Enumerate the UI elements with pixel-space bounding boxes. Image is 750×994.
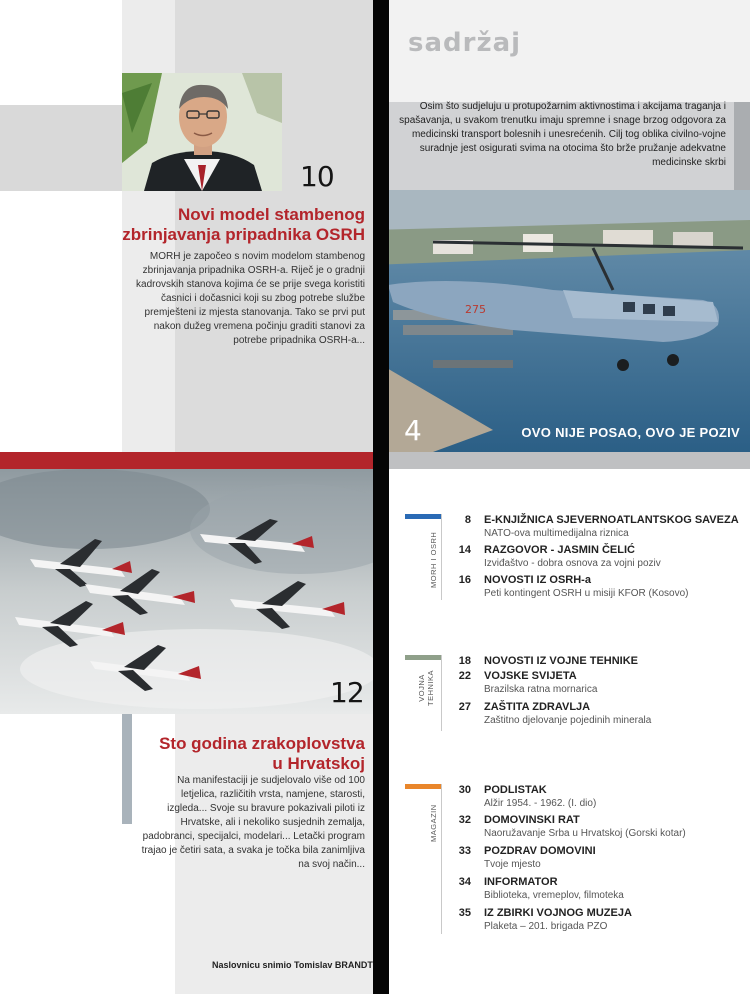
toc-entry-subtitle: Peti kontingent OSRH u misiji KFOR (Kosovo) [484, 588, 689, 599]
story-title-line: Sto godina zrakoplovstva [159, 734, 365, 753]
section-rule [441, 655, 442, 731]
section-accent-bar [405, 784, 441, 789]
toc-entry-title: DOMOVINSKI RAT [484, 814, 580, 826]
aerobatic-planes-photo[interactable] [0, 469, 373, 714]
toc-entry-title: PODLISTAK [484, 784, 547, 796]
page-title: sadržaj [408, 28, 522, 58]
section-label: MAGAZIN [429, 804, 438, 842]
toc-entry-title: NOVOSTI IZ OSRH-a [484, 574, 591, 586]
story-caption-4[interactable]: OVO NIJE POSAO, OVO JE POZIV [521, 425, 740, 440]
story-title-10[interactable] [120, 205, 365, 245]
page-number-12: 12 [330, 676, 364, 709]
helicopter-photo[interactable] [373, 190, 750, 452]
toc-entry-subtitle: Naoružavanje Srba u Hrvatskoj (Gorski kotar) [484, 828, 686, 839]
section-rule [441, 784, 442, 934]
section-accent-bar [405, 655, 441, 660]
page-number-10: 10 [300, 160, 334, 193]
toc-page-number: 8 [464, 514, 471, 526]
section-label: MORH I OSRH [429, 531, 438, 588]
toc-entry-subtitle: Plaketa – 201. brigada PZO [484, 921, 608, 932]
intro-text: Osim što sudjeluju u protupožarnim aktivnostima i akcijama traganja i spašavanja, u svakom trenutku imaju spremne i snage brzog odgovora za medicinski transport bolesnih i unesrećenih. Cilj tog oblika civilno-vojne suradnje jest osigurati svima na otocima što brže pružanje adekvatne medicinske skrbi [399, 101, 726, 168]
portrait-photo[interactable] [122, 73, 282, 191]
toc-entry-subtitle: Alžir 1954. - 1962. (I. dio) [484, 798, 597, 809]
toc-page-number: 18 [458, 655, 471, 667]
toc-entry-subtitle: Izviđaštvo - dobra osnova za vojni poziv [484, 558, 661, 569]
toc-page-number: 33 [458, 845, 471, 857]
toc-entry-title: NOVOSTI IZ VOJNE TEHNIKE [484, 655, 639, 667]
toc-entry-title: IZ ZBIRKI VOJNOG MUZEJA [484, 907, 632, 919]
story-title-line: zbrinjavanja pripadnika OSRH [122, 225, 365, 244]
section-accent-bar [405, 514, 441, 519]
toc-page-number: 32 [458, 814, 471, 826]
toc-entry-title: VOJSKE SVIJETA [484, 670, 577, 682]
story-title-line: u Hrvatskoj [272, 754, 365, 773]
vertical-divider [373, 0, 389, 994]
story-title-12[interactable] [140, 734, 365, 774]
toc-entry-title: E-KNJIŽNICA SJEVERNOATLANTSKOG SAVEZA [484, 514, 739, 526]
toc-entry-subtitle: NATO-ova multimedijalna riznica [484, 528, 629, 539]
toc-page-number: 16 [458, 574, 471, 586]
toc-page-number: 30 [458, 784, 471, 796]
toc-entry-subtitle: Zaštitno djelovanje pojedinih minerala [484, 715, 652, 726]
toc-page-number: 34 [458, 876, 471, 888]
toc-entry-title: INFORMATOR [484, 876, 558, 888]
toc-entry-subtitle: Tvoje mjesto [484, 859, 541, 870]
toc-entry-title: RAZGOVOR - JASMIN ČELIĆ [484, 544, 635, 556]
toc-entry-title: ZAŠTITA ZDRAVLJA [484, 701, 591, 713]
red-divider-band [0, 452, 373, 469]
toc-page-number: 27 [458, 701, 471, 713]
toc-entry-subtitle: Biblioteka, vremeplov, filmoteka [484, 890, 624, 901]
svg-text:275: 275 [465, 303, 486, 316]
toc-page-number: 22 [458, 670, 471, 682]
story-body-10: MORH je započeo s novim modelom stambenog zbrinjavanja pripadnika OSRH-a. Riječ je o gradnji kadrovskih stanova kojima će se prije svega koristiti časnici i dočasnici koji su zbog potrebe službe premješteni iz mjesta stanovanja. Tako se prvi put nakon dužeg vremena počinju graditi stanovi za potrebe pripadnika OSRH-a... [136, 251, 365, 346]
story-title-line: Novi model stambenog [177, 205, 365, 224]
cover-photo-credit: Naslovnicu snimio Tomislav BRANDT [212, 960, 373, 970]
toc-page-number: 14 [458, 544, 471, 556]
toc-entry-subtitle: Brazilska ratna mornarica [484, 684, 598, 695]
intro-box-bar [734, 102, 750, 190]
backdrop-strip [0, 105, 122, 191]
section-rule [441, 514, 442, 600]
page-number-4: 4 [404, 414, 421, 447]
toc-entry-title: POZDRAV DOMOVINI [484, 845, 596, 857]
toc-page-number: 35 [458, 907, 471, 919]
story-body-12: Na manifestaciji je sudjelovalo više od 100 letjelica, različitih vrsta, namjene, starosti, izgleda... Svoje su bravure pokazivali piloti iz Hrvatske, ali i nekoliko susjednih zemalja, padobranci, specijalci, modelari... Letački program trajao je četiri sata, a svaka je točka bila zanimljiva na svoj način... [141, 775, 365, 870]
section-label: VOJNA TEHNIKA [417, 670, 435, 707]
grey-divider-band [389, 452, 750, 469]
backdrop-stripe [122, 714, 132, 824]
